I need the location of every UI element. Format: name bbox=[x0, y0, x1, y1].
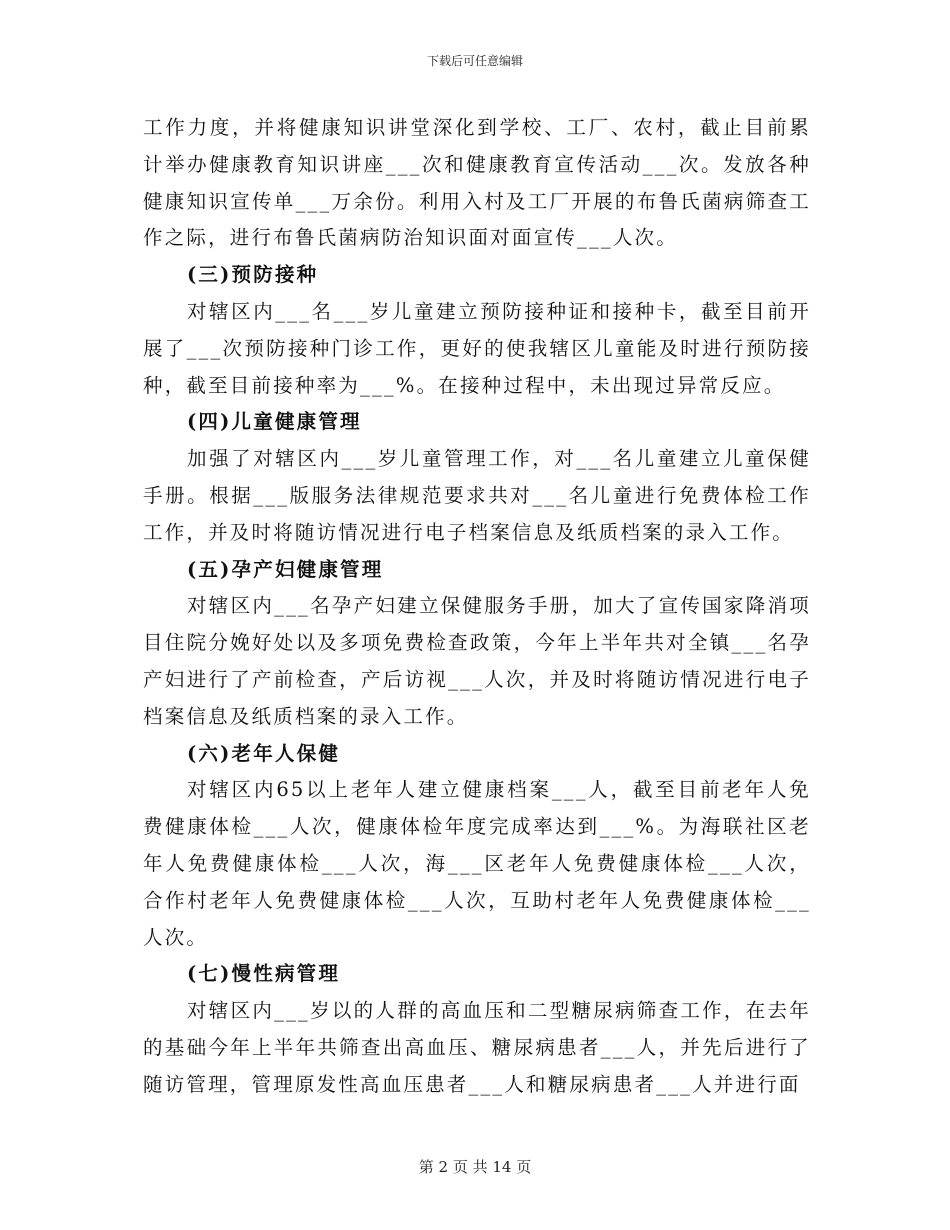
paragraph-child-health: 加强了对辖区内___岁儿童管理工作，对___名儿童建立儿童保健手册。根据___版服务法律规范要求共对___名儿童进行免费体检工作工作，并及时将随访情况进行电子档案信息及纸质档案的录入工作。 bbox=[143, 447, 811, 544]
paragraph-vaccination: 对辖区内___名___岁儿童建立预防接种证和接种卡，截至目前开展了___次预防接种门诊工作，更好的使我辖区儿童能及时进行预防接种，截至目前接种率为___%。在接种过程中，未出现过异常反应。 bbox=[143, 299, 811, 397]
paragraph-health-education-continued: 工作力度，并将健康知识讲堂深化到学校、工厂、农村，截止目前累计举办健康教育知识讲座___次和健康教育宣传活动___次。发放各种健康知识宣传单___万余份。利用入村及工厂开展的布鲁氏菌病筛查工作之际，进行布鲁氏菌病防治知识面对面宣传___人次。 bbox=[143, 116, 811, 250]
section-heading-vaccination: (三)预防接种 bbox=[187, 263, 319, 287]
page-number-footer: 第 2 页 共 14 页 bbox=[418, 1158, 532, 1176]
paragraph-maternal-health: 对辖区内___名孕产妇建立保健服务手册，加大了宣传国家降消项目住院分娩好处以及多项免费检查政策，今年上半年共对全镇___名孕产妇进行了产前检查，产后访视___人次，并及时将随访情况进行电子档案信息及纸质档案的录入工作。 bbox=[143, 594, 811, 728]
section-heading-maternal-health: (五)孕产妇健康管理 bbox=[187, 557, 384, 581]
section-heading-elderly-care: (六)老年人保健 bbox=[187, 741, 341, 765]
paragraph-chronic-disease: 对辖区内___岁以的人群的高血压和二型糖尿病筛查工作，在去年的基础今年上半年共筛查出高血压、糖尿病患者___人，并先后进行了随访管理，管理原发性高血压患者___人和糖尿病患者___人并进行面 bbox=[143, 999, 811, 1096]
section-heading-chronic-disease: (七)慢性病管理 bbox=[187, 962, 341, 986]
section-heading-child-health: (四)儿童健康管理 bbox=[187, 410, 362, 434]
page-header-note: 下载后可任意编辑 bbox=[426, 54, 523, 68]
document-body bbox=[143, 110, 811, 1104]
paragraph-elderly-care: 对辖区内65以上老年人建立健康档案___人，截至目前老年人免费健康体检___人次，健康体检年度完成率达到___%。为海联社区老年人免费健康体检___人次，海___区老年人免费健康体检___人次，合作村老年人免费健康体检___人次，互助村老年人免费健康体检___人次。 bbox=[143, 778, 811, 949]
